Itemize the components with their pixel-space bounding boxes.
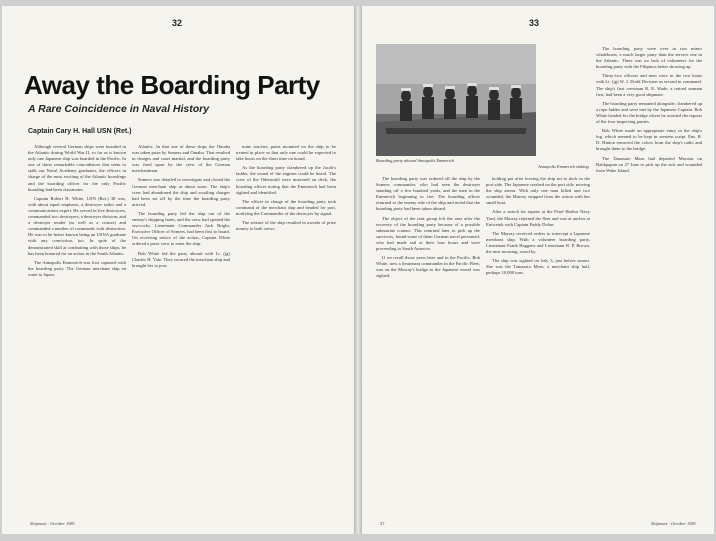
article-author: Captain Cary H. Hall USN (Ret.) <box>28 128 132 135</box>
paragraph: The Murray received orders to intercept a Japanese merchant ship. With a volunteer boarding party, Lieutenant Frank Haggens and Lieutenant R. P. Brown, the next morning, stood by. <box>486 230 590 255</box>
photo-image <box>376 44 536 156</box>
right-column-1 <box>376 176 480 512</box>
right-footer: Shipmate · October 1981 <box>651 521 696 526</box>
page-number-right: 33 <box>529 18 540 28</box>
left-column-1 <box>28 144 126 512</box>
photo-caption-secondary: Annapolis Emmerich sinking <box>538 164 589 169</box>
left-column-3 <box>236 144 336 512</box>
paragraph: Atlantic. In that one of these ships the Omaha was taken prize by Somers and Omaha. That resulted in charges and court martial, and the boarding party was fired upon by the crew of the German merchantman. <box>132 144 230 174</box>
paragraph: The boarding party was ordered off the ship by the Somers commander, who had seen the destroyer standing off a few hundred yards, and the men in the Emmerich beginning to fire. The boarding officer returned to the enemy side of the ship and noted that the boarding party had been taken aboard. <box>376 176 480 212</box>
paragraph: Captain Robert H. White, USN (Ret.) 38 was, with about equal emphasis, a destroyer sailor and a communications expert. He served in five destroyers, commanded two destroyers, a destroyer division, and a destroyer tender (as well as a cruiser) and commanded a number of commands with distinction. He was to be better known being an USNA graduate with any conviction, too. In spite of the demonstrated skill at combatting with those ships, he has been honored for an action in the South Atlantic. <box>28 195 126 256</box>
paragraph: As the boarding party clambered up the Jacob's ladder, the sound of the engines could be heard. The crew of the Odenwald were mustered on deck, the boarding officer noting that the Emmerich had been sighted and identified. <box>236 165 336 195</box>
left-page <box>2 6 354 534</box>
right-page <box>362 6 714 534</box>
paragraph: After a search for repairs at the Pearl Harbor Navy Yard, the Murray rejoined the fleet and was at anchor at Eniwetok with Captain Paddy Dolan. <box>486 209 590 227</box>
paragraph: The Tamasato Maru had departed Morotai on Balikpapan on 27 June to pick up the sick and wounded from Wake Island. <box>596 155 702 173</box>
article-title: Away the Boarding Party <box>24 70 320 100</box>
paragraph: Bob White led the party aboard with Lt. (jg) Charles H. Vale. They secured the merchant ship and brought her to port. <box>132 250 230 268</box>
paragraph: The seizure of the ship resulted in awards of prize money to both crews. <box>236 220 336 232</box>
paragraph: Although several German ships were boarded in the Atlantic during World War II, so far as is known only one Japanese ship was boarded in the Pacific. In one of those remarkable coincidences that seem to stalk our Naval Academy graduates, the officers in charge of the most exciting of the Atlantic boardings and the boarding officer for the only Pacific boarding had been classmates. <box>28 144 126 192</box>
right-column-2 <box>486 176 590 512</box>
left-footer: Shipmate · October 1981 <box>30 521 75 526</box>
paragraph: Bob White made an appropriate entry in the ship's log, which seemed to be kept in western script. Ens. R. D. Hinton removed the colors from the ship's radio and brought them to the bridge. <box>596 128 702 152</box>
paragraph: Somers was detailed to investigate and closed the German merchant ship at about noon. The ship's crew had abandoned the ship and scuttling charges had been set off by the time the boarding party arrived. <box>132 177 230 207</box>
paragraph: The boarding party led the ship out of the enemy's shipping lanes, and the crew had opened the sea-cocks. Lieutenant Commander Jack Bright, Executive Officer of Somers, had been first to board. On receiving notice of the action, Captain White ordered a prize crew to enter the ship. <box>132 210 230 247</box>
page-gutter <box>354 6 362 534</box>
left-column-2 <box>132 144 230 512</box>
paragraph: holding pot after leaving the ship set to dock in the port side. The Japanese crashed on the port side, moving the ship astern. With only one man killed and two wounded, the Murray stripped from the action with her small boat. <box>486 176 590 206</box>
boarding-party-photo <box>376 44 536 156</box>
paragraph: mine touches, pains mounted on the ship to be treated in place so that only one could be expected to take hours on the short time on board. <box>236 144 336 162</box>
photo-caption: Boarding party aboard Annapolis Emmerich <box>376 158 455 163</box>
right-page-label: 37 <box>380 521 385 526</box>
page-number-left: 32 <box>172 18 183 28</box>
right-column-3 <box>596 46 702 512</box>
article-subtitle: A Rare Coincidence in Naval History <box>28 103 210 115</box>
paragraph: The ship was sighted on July 3, just before sunset. She was the Tamasato Maru, a merchant ship hull, perhaps 10,000 tons. <box>486 258 590 276</box>
paragraph: The object of the task group left the area after the recovery of the boarding party because of a possible submarine contact. This returned later to pick up the survivors, found some of them German naval personnel, who had made sail at their four hours and were proceeding to South America. <box>376 215 480 252</box>
paragraph: Thirty-two officers and men were in the two boats with Lt. (jg) W. J. Dodd Division as second in command. The ship's first crewman R. E. Wade, a retired seaman first, had been a very good shipmate. <box>596 73 702 97</box>
paragraph: The boarding party were over in two minor whaleboats, a much larger party than the service one in the Atlantic. There was no lack of volunteers for the boarding party with the Filipinos better showing up. <box>596 46 702 70</box>
paragraph: The boarding party remained alongside, clambered up a rope ladder and were met by the Japanese Captain. Bob White headed for the bridge where he awaited the reports of the four inspecting parties. <box>596 100 702 125</box>
paragraph: The Annapolis Emmerich was first captured with the boarding party. The German merchant ship en route to Japan. <box>28 259 126 277</box>
paragraph: If we recall those years later and in the Pacific, Bob White, now a lieutenant commander in the Pacific Fleet, was on the Murray's bridge as the Japanese vessel was sighted. <box>376 255 480 279</box>
paragraph: The officer in charge of the boarding party took command of the merchant ship and headed for port, notifying the Commander of the destroyer by signal. <box>236 198 336 216</box>
